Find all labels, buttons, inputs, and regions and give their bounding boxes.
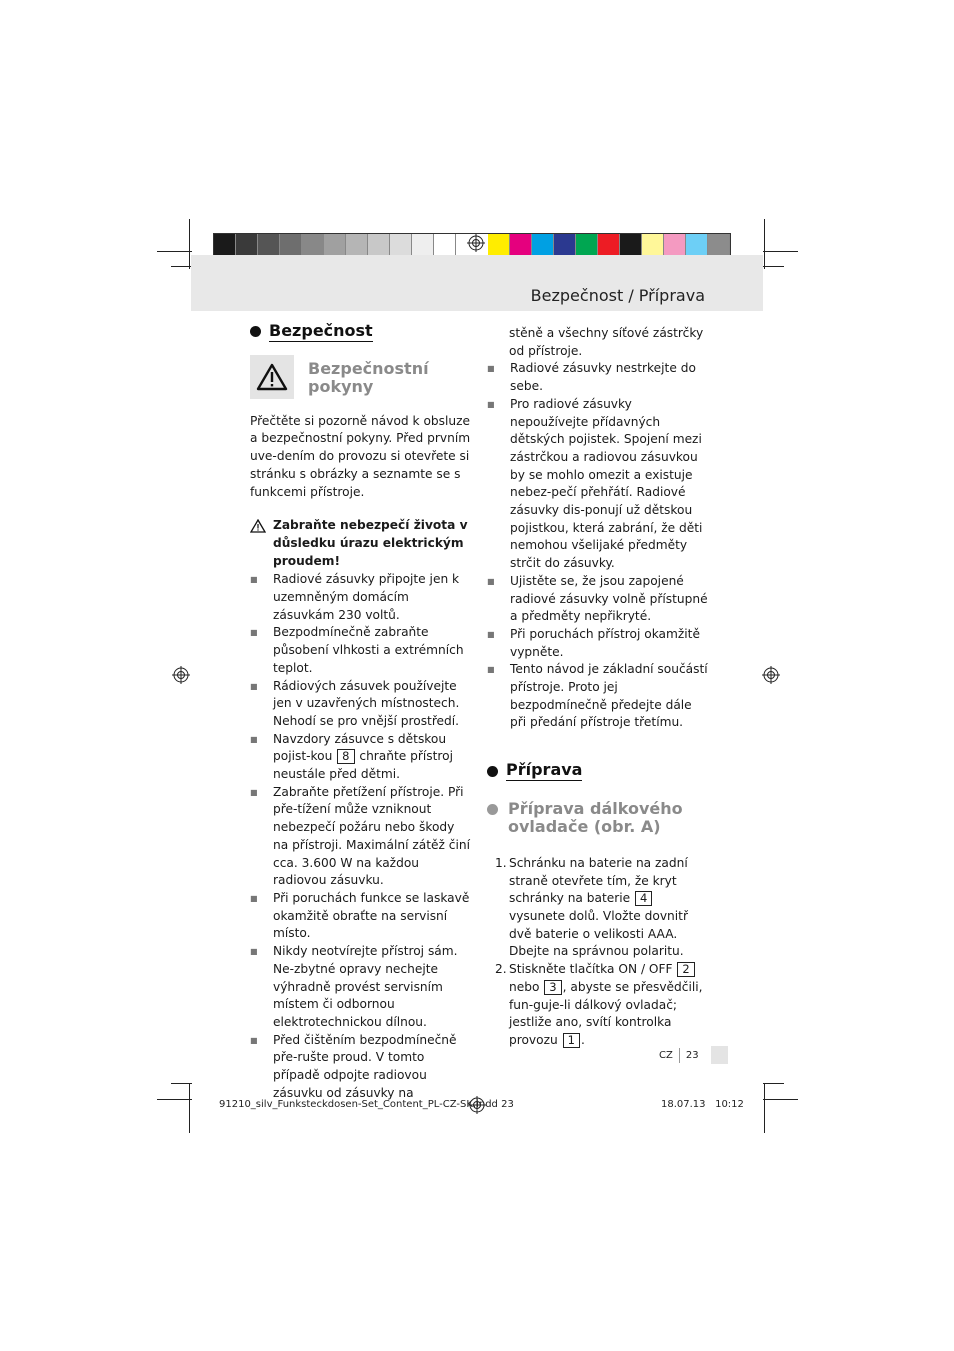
subsection-heading: [487, 800, 709, 836]
list-item: ■ Radiové zásuvky nestrkejte do sebe.: [487, 360, 709, 395]
list-item: [250, 731, 472, 784]
crop-mark: [157, 1099, 192, 1100]
step-text: .: [580, 1032, 585, 1047]
step-text: , abyste se přesvědčili, fun-guje-li dálkový ovladač; jestliže ano, svítí kontrolka provozu: [509, 979, 703, 1047]
color-swatch: [214, 234, 236, 256]
part-number-box: 3: [544, 980, 561, 995]
language-code: CZ: [659, 1049, 673, 1061]
color-swatch: [390, 234, 412, 256]
step-text: Schránku na baterie na zadní straně otevřete tím, že kryt schránky na baterie: [509, 855, 688, 906]
safety-list-continued: [487, 360, 709, 732]
color-swatch: [598, 234, 620, 256]
color-swatch: [258, 234, 280, 256]
step-number: 2.: [495, 962, 507, 977]
crop-mark: [763, 266, 784, 267]
step-text: vysunete dolů. Vložte dovnitř dvě baterie o velikosti AAA. Dbejte na správnou polaritu.: [509, 908, 688, 959]
steps-list: [487, 855, 709, 1050]
part-number-box: 4: [635, 891, 652, 906]
step-number: 1.: [495, 855, 507, 870]
color-swatch: [686, 234, 708, 256]
step-item: [487, 855, 709, 961]
list-item: ■ Tento návod je základní součástí přístroje. Proto jej bezpodmínečně předejte dále při předání přístroje třetímu.: [487, 661, 709, 732]
crop-mark: [189, 1083, 190, 1133]
list-item-text: chraňte přístroj neustále před dětmi.: [273, 749, 454, 782]
list-item: ■ Zabraňte přetížení přístroje. Při pře-tížení může vzniknout nebezpečí požáru nebo škody na přístroji. Maximální zátěž činí cca. 3.600 W na každou radiovou zásuvku.: [250, 784, 472, 890]
safety-list: [250, 571, 472, 1102]
color-swatch: [434, 234, 456, 256]
color-swatch: [368, 234, 390, 256]
step-text: nebo: [509, 979, 540, 994]
right-column: [487, 325, 709, 1050]
registration-mark-icon: [172, 666, 190, 684]
color-swatch: [642, 234, 664, 256]
color-swatch: [620, 234, 642, 256]
crop-mark: [171, 1083, 192, 1084]
left-column: [250, 322, 472, 1102]
print-timestamp: [661, 1099, 744, 1110]
color-swatch: [302, 234, 324, 256]
section-heading: [250, 322, 472, 342]
list-item: ■ Ujistěte se, že jsou zapojené radiové zásuvky volně přístupné a předměty nepřikryté.: [487, 573, 709, 626]
color-swatch: [412, 234, 434, 256]
color-swatch: [346, 234, 368, 256]
electric-warning: [250, 517, 472, 570]
color-swatch: [488, 234, 510, 256]
color-swatch: [576, 234, 598, 256]
crop-mark: [763, 1099, 798, 1100]
divider: [679, 1048, 680, 1063]
list-item: ■ Radiové zásuvky připojte jen k uzemněným domácím zásuvkám 230 voltů.: [250, 571, 472, 624]
list-item: ■ Bezpodmínečně zabraňte působení vlhkosti a extrémních teplot.: [250, 624, 472, 677]
list-item: ■ Při poruchách funkce se laskavě okamžitě obraťte na servisní místo.: [250, 890, 472, 943]
continued-text: stěně a všechny síťové zástrčky od přístroje.: [509, 326, 704, 358]
section-title: Příprava: [506, 760, 583, 780]
list-item-text: Navzdory zásuvce s dětskou pojist-kou: [273, 731, 447, 764]
part-number-box: 2: [677, 962, 694, 977]
crop-mark: [764, 219, 765, 269]
color-swatch: [324, 234, 346, 256]
page-tab: [711, 1046, 728, 1064]
color-swatch: [532, 234, 554, 256]
list-item: ■ Při poruchách přístroj okamžitě vypněte.: [487, 626, 709, 661]
print-file-name: 91210_silv_Funksteckdosen-Set_Content_PL-CZ-SK.indd 23: [219, 1099, 514, 1110]
bullet-icon: [487, 804, 498, 815]
page-footer: [659, 1046, 728, 1064]
crop-mark: [189, 219, 190, 269]
list-item: ■ Nikdy neotvírejte přístroj sám. Ne-zbytné opravy nechejte výhradně provést servisním místem či odbornou elektrotechnickou dílnou.: [250, 943, 472, 1032]
color-swatch: [236, 234, 258, 256]
warning-title: Bezpečnostní pokyny: [308, 358, 429, 396]
intro-paragraph: Přečtěte si pozorně návod k obsluze a bezpečnostní pokyny. Před prvním uve-dením do provozu si otevřete si stránku s obrázky a seznamte se s funkcemi přístroje.: [250, 413, 471, 499]
color-swatch: [510, 234, 532, 256]
color-swatch: [280, 234, 302, 256]
page-number: 23: [685, 1049, 699, 1061]
step-text: Stiskněte tlačítka ON / OFF: [509, 962, 673, 977]
bullet-icon: [250, 326, 261, 337]
page-header: [191, 255, 763, 311]
list-item: ■ Rádiových zásuvek používejte jen v uzavřených místnostech. Nehodí se pro vnější prostředí.: [250, 678, 472, 731]
color-swatch: [664, 234, 686, 256]
warning-icon: [250, 355, 294, 399]
warning-heading: [250, 355, 472, 399]
crop-mark: [763, 1083, 784, 1084]
step-item: [487, 961, 709, 1050]
crop-mark: [764, 1083, 765, 1133]
print-time: 10:12: [715, 1099, 744, 1110]
warning-icon: [250, 519, 266, 533]
color-calibration-bar: [213, 233, 731, 257]
subsection-title: Příprava dálkového ovladače (obr. A): [508, 798, 683, 836]
color-swatch: [554, 234, 576, 256]
list-item: ■ Před čištěním bezpodmínečně pře-rušte proud. V tomto případě odpojte radiovou zásuvku od zásuvky na: [250, 1032, 472, 1103]
print-date: 18.07.13: [661, 1099, 706, 1110]
bullet-icon: [487, 766, 498, 777]
registration-mark-icon: [762, 666, 780, 684]
warning-text: Zabraňte nebezpečí života v důsledku úrazu elektrickým proudem!: [273, 518, 468, 568]
page-title: Bezpečnost / Příprava: [530, 286, 705, 305]
part-number-box: 1: [563, 1033, 580, 1048]
crop-mark: [171, 266, 192, 267]
list-item: ■ Pro radiové zásuvky nepoužívejte přídavných dětských pojistek. Spojení mezi zástrčkou a radiovou zásuvkou by se mohlo omezit a existuje nebez-pečí přehřátí. Radiové zásuvky dis-ponují už dětskou pojistkou, která zabrání, že děti nemohou všelijaké předměty strčit do zásuvky.: [487, 396, 709, 573]
color-swatch: [708, 234, 730, 256]
section-heading: [487, 761, 709, 781]
section-title: Bezpečnost: [269, 321, 373, 340]
crop-mark: [157, 251, 192, 252]
crop-mark: [763, 251, 798, 252]
part-number-box: 8: [337, 749, 354, 764]
